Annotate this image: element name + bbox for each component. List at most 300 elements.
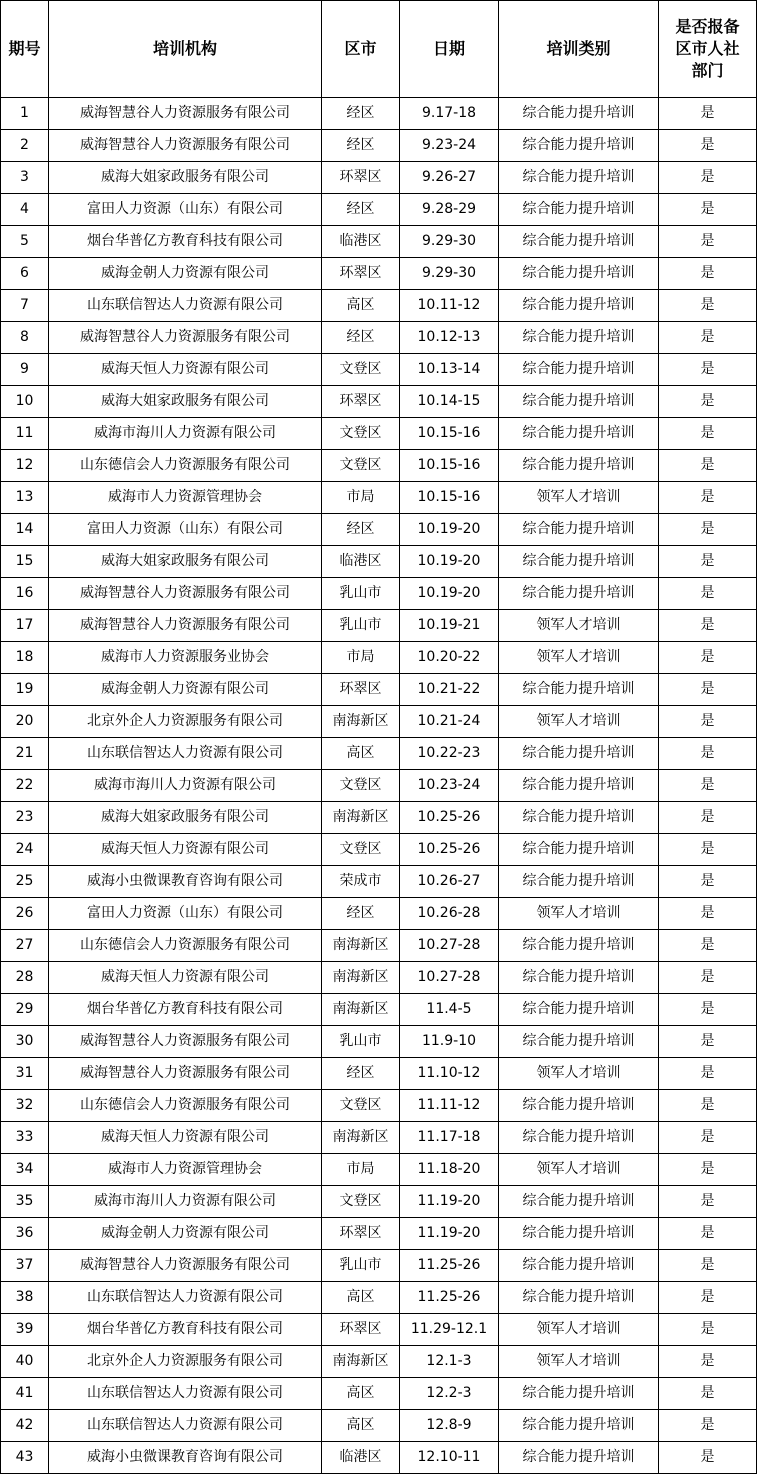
cell-district: 南海新区 (322, 930, 400, 962)
cell-reported: 是 (659, 1378, 757, 1410)
cell-date: 11.29-12.1 (400, 1314, 499, 1346)
cell-date: 11.25-26 (400, 1250, 499, 1282)
header-training-institution: 培训机构 (49, 1, 322, 98)
cell-period-number: 12 (1, 450, 49, 482)
cell-date: 10.11-12 (400, 290, 499, 322)
cell-reported: 是 (659, 1026, 757, 1058)
cell-category: 综合能力提升培训 (499, 162, 659, 194)
cell-period-number: 23 (1, 802, 49, 834)
cell-reported: 是 (659, 994, 757, 1026)
table-row (1, 962, 757, 994)
cell-reported: 是 (659, 386, 757, 418)
table-row (1, 258, 757, 290)
cell-reported: 是 (659, 610, 757, 642)
cell-category: 综合能力提升培训 (499, 1218, 659, 1250)
cell-reported: 是 (659, 674, 757, 706)
cell-district: 市局 (322, 1154, 400, 1186)
cell-institution: 威海智慧谷人力资源服务有限公司 (49, 1026, 322, 1058)
cell-category: 领军人才培训 (499, 482, 659, 514)
table-row (1, 578, 757, 610)
cell-date: 10.23-24 (400, 770, 499, 802)
header-district: 区市 (322, 1, 400, 98)
cell-period-number: 13 (1, 482, 49, 514)
cell-date: 10.27-28 (400, 962, 499, 994)
cell-date: 10.26-28 (400, 898, 499, 930)
cell-date: 10.20-22 (400, 642, 499, 674)
cell-district: 南海新区 (322, 1346, 400, 1378)
cell-category: 综合能力提升培训 (499, 194, 659, 226)
cell-period-number: 25 (1, 866, 49, 898)
cell-institution: 威海智慧谷人力资源服务有限公司 (49, 1250, 322, 1282)
cell-date: 11.4-5 (400, 994, 499, 1026)
cell-district: 经区 (322, 514, 400, 546)
cell-district: 高区 (322, 290, 400, 322)
cell-category: 综合能力提升培训 (499, 834, 659, 866)
table-row (1, 1314, 757, 1346)
cell-date: 9.29-30 (400, 258, 499, 290)
table-row (1, 898, 757, 930)
cell-institution: 威海智慧谷人力资源服务有限公司 (49, 130, 322, 162)
cell-institution: 北京外企人力资源服务有限公司 (49, 706, 322, 738)
cell-category: 综合能力提升培训 (499, 674, 659, 706)
cell-date: 12.1-3 (400, 1346, 499, 1378)
cell-institution: 威海智慧谷人力资源服务有限公司 (49, 578, 322, 610)
header-reported-line-1: 是否报备 (675, 17, 740, 36)
cell-period-number: 10 (1, 386, 49, 418)
cell-reported: 是 (659, 482, 757, 514)
cell-reported: 是 (659, 706, 757, 738)
cell-date: 10.21-22 (400, 674, 499, 706)
table-row (1, 322, 757, 354)
table-row (1, 1058, 757, 1090)
cell-date: 9.17-18 (400, 98, 499, 130)
cell-period-number: 9 (1, 354, 49, 386)
cell-reported: 是 (659, 1282, 757, 1314)
cell-district: 环翠区 (322, 1314, 400, 1346)
cell-period-number: 43 (1, 1442, 49, 1474)
cell-period-number: 8 (1, 322, 49, 354)
table-row (1, 866, 757, 898)
cell-institution: 威海小虫微课教育咨询有限公司 (49, 866, 322, 898)
cell-institution: 威海天恒人力资源有限公司 (49, 354, 322, 386)
cell-category: 综合能力提升培训 (499, 994, 659, 1026)
cell-date: 11.17-18 (400, 1122, 499, 1154)
table-row (1, 290, 757, 322)
cell-period-number: 11 (1, 418, 49, 450)
cell-institution: 富田人力资源（山东）有限公司 (49, 514, 322, 546)
cell-institution: 烟台华普亿方教育科技有限公司 (49, 994, 322, 1026)
header-period-number: 期号 (1, 1, 49, 98)
cell-category: 综合能力提升培训 (499, 130, 659, 162)
cell-reported: 是 (659, 1090, 757, 1122)
cell-date: 10.19-20 (400, 578, 499, 610)
cell-period-number: 14 (1, 514, 49, 546)
cell-period-number: 7 (1, 290, 49, 322)
cell-category: 领军人才培训 (499, 1154, 659, 1186)
cell-date: 9.29-30 (400, 226, 499, 258)
cell-institution: 威海大姐家政服务有限公司 (49, 546, 322, 578)
cell-institution: 威海智慧谷人力资源服务有限公司 (49, 1058, 322, 1090)
cell-date: 10.12-13 (400, 322, 499, 354)
cell-date: 10.26-27 (400, 866, 499, 898)
cell-category: 综合能力提升培训 (499, 930, 659, 962)
cell-date: 10.14-15 (400, 386, 499, 418)
cell-category: 领军人才培训 (499, 898, 659, 930)
header-reported-line-2: 区市人社 (675, 39, 740, 58)
cell-institution: 威海天恒人力资源有限公司 (49, 962, 322, 994)
cell-reported: 是 (659, 162, 757, 194)
cell-category: 综合能力提升培训 (499, 1186, 659, 1218)
cell-date: 11.10-12 (400, 1058, 499, 1090)
cell-district: 市局 (322, 642, 400, 674)
cell-category: 综合能力提升培训 (499, 418, 659, 450)
cell-period-number: 28 (1, 962, 49, 994)
cell-reported: 是 (659, 866, 757, 898)
table-header-row (1, 1, 757, 98)
cell-category: 综合能力提升培训 (499, 546, 659, 578)
cell-institution: 威海市人力资源管理协会 (49, 1154, 322, 1186)
cell-category: 综合能力提升培训 (499, 98, 659, 130)
cell-district: 经区 (322, 322, 400, 354)
cell-date: 9.26-27 (400, 162, 499, 194)
cell-period-number: 30 (1, 1026, 49, 1058)
cell-period-number: 3 (1, 162, 49, 194)
cell-period-number: 41 (1, 1378, 49, 1410)
cell-reported: 是 (659, 1410, 757, 1442)
cell-category: 领军人才培训 (499, 610, 659, 642)
cell-period-number: 15 (1, 546, 49, 578)
cell-district: 临港区 (322, 1442, 400, 1474)
table-row (1, 642, 757, 674)
cell-district: 临港区 (322, 226, 400, 258)
cell-reported: 是 (659, 642, 757, 674)
cell-category: 综合能力提升培训 (499, 386, 659, 418)
cell-reported: 是 (659, 194, 757, 226)
cell-reported: 是 (659, 1154, 757, 1186)
cell-district: 文登区 (322, 354, 400, 386)
cell-date: 10.19-20 (400, 514, 499, 546)
cell-period-number: 42 (1, 1410, 49, 1442)
table-row (1, 1218, 757, 1250)
cell-date: 10.19-21 (400, 610, 499, 642)
cell-date: 11.25-26 (400, 1282, 499, 1314)
cell-date: 10.27-28 (400, 930, 499, 962)
cell-reported: 是 (659, 578, 757, 610)
cell-reported: 是 (659, 546, 757, 578)
table-row (1, 802, 757, 834)
table-row (1, 418, 757, 450)
cell-period-number: 33 (1, 1122, 49, 1154)
cell-reported: 是 (659, 1218, 757, 1250)
cell-reported: 是 (659, 450, 757, 482)
cell-date: 10.19-20 (400, 546, 499, 578)
cell-district: 高区 (322, 1410, 400, 1442)
cell-period-number: 31 (1, 1058, 49, 1090)
table-row (1, 706, 757, 738)
cell-date: 10.15-16 (400, 450, 499, 482)
cell-category: 综合能力提升培训 (499, 1250, 659, 1282)
cell-institution: 北京外企人力资源服务有限公司 (49, 1346, 322, 1378)
cell-category: 综合能力提升培训 (499, 802, 659, 834)
cell-institution: 山东联信智达人力资源有限公司 (49, 1282, 322, 1314)
header-training-category: 培训类别 (499, 1, 659, 98)
table-row (1, 226, 757, 258)
cell-reported: 是 (659, 1122, 757, 1154)
cell-institution: 烟台华普亿方教育科技有限公司 (49, 1314, 322, 1346)
cell-institution: 威海天恒人力资源有限公司 (49, 834, 322, 866)
cell-district: 乳山市 (322, 1026, 400, 1058)
cell-reported: 是 (659, 962, 757, 994)
cell-district: 经区 (322, 898, 400, 930)
cell-district: 乳山市 (322, 578, 400, 610)
cell-period-number: 37 (1, 1250, 49, 1282)
cell-period-number: 22 (1, 770, 49, 802)
table-row (1, 770, 757, 802)
cell-period-number: 6 (1, 258, 49, 290)
cell-reported: 是 (659, 1250, 757, 1282)
cell-district: 环翠区 (322, 162, 400, 194)
cell-district: 环翠区 (322, 674, 400, 706)
table-row (1, 1378, 757, 1410)
cell-period-number: 17 (1, 610, 49, 642)
cell-date: 12.10-11 (400, 1442, 499, 1474)
cell-period-number: 36 (1, 1218, 49, 1250)
cell-institution: 威海市人力资源管理协会 (49, 482, 322, 514)
header-reported-line-3: 部门 (691, 61, 724, 80)
cell-period-number: 2 (1, 130, 49, 162)
cell-period-number: 16 (1, 578, 49, 610)
cell-category: 综合能力提升培训 (499, 1410, 659, 1442)
cell-institution: 威海大姐家政服务有限公司 (49, 802, 322, 834)
cell-period-number: 20 (1, 706, 49, 738)
cell-category: 领军人才培训 (499, 1314, 659, 1346)
cell-institution: 山东德信会人力资源服务有限公司 (49, 1090, 322, 1122)
cell-institution: 山东联信智达人力资源有限公司 (49, 1378, 322, 1410)
cell-institution: 威海天恒人力资源有限公司 (49, 1122, 322, 1154)
cell-district: 高区 (322, 1282, 400, 1314)
table-row (1, 1442, 757, 1474)
cell-period-number: 39 (1, 1314, 49, 1346)
cell-date: 10.22-23 (400, 738, 499, 770)
cell-period-number: 26 (1, 898, 49, 930)
cell-district: 南海新区 (322, 802, 400, 834)
cell-period-number: 38 (1, 1282, 49, 1314)
cell-reported: 是 (659, 1442, 757, 1474)
cell-institution: 威海智慧谷人力资源服务有限公司 (49, 98, 322, 130)
cell-date: 10.13-14 (400, 354, 499, 386)
cell-category: 综合能力提升培训 (499, 514, 659, 546)
cell-reported: 是 (659, 930, 757, 962)
cell-date: 12.8-9 (400, 1410, 499, 1442)
cell-reported: 是 (659, 738, 757, 770)
cell-reported: 是 (659, 322, 757, 354)
table-row (1, 514, 757, 546)
cell-institution: 威海金朝人力资源有限公司 (49, 258, 322, 290)
table-row (1, 930, 757, 962)
cell-period-number: 19 (1, 674, 49, 706)
cell-reported: 是 (659, 418, 757, 450)
cell-institution: 威海智慧谷人力资源服务有限公司 (49, 322, 322, 354)
header-date: 日期 (400, 1, 499, 98)
cell-category: 综合能力提升培训 (499, 1282, 659, 1314)
cell-reported: 是 (659, 258, 757, 290)
table-row (1, 354, 757, 386)
cell-period-number: 1 (1, 98, 49, 130)
cell-district: 南海新区 (322, 1122, 400, 1154)
table-row (1, 610, 757, 642)
cell-district: 高区 (322, 1378, 400, 1410)
cell-reported: 是 (659, 1186, 757, 1218)
cell-date: 11.9-10 (400, 1026, 499, 1058)
cell-period-number: 40 (1, 1346, 49, 1378)
cell-district: 文登区 (322, 1186, 400, 1218)
cell-district: 环翠区 (322, 258, 400, 290)
cell-period-number: 35 (1, 1186, 49, 1218)
table-row (1, 386, 757, 418)
cell-district: 南海新区 (322, 994, 400, 1026)
cell-period-number: 32 (1, 1090, 49, 1122)
table-row (1, 450, 757, 482)
cell-category: 综合能力提升培训 (499, 962, 659, 994)
cell-reported: 是 (659, 354, 757, 386)
cell-period-number: 29 (1, 994, 49, 1026)
cell-reported: 是 (659, 770, 757, 802)
cell-institution: 山东德信会人力资源服务有限公司 (49, 450, 322, 482)
cell-category: 综合能力提升培训 (499, 770, 659, 802)
cell-date: 12.2-3 (400, 1378, 499, 1410)
table-body (1, 98, 757, 1474)
table-row (1, 1250, 757, 1282)
cell-institution: 威海金朝人力资源有限公司 (49, 674, 322, 706)
cell-district: 荣成市 (322, 866, 400, 898)
table-row (1, 738, 757, 770)
cell-category: 综合能力提升培训 (499, 450, 659, 482)
cell-district: 南海新区 (322, 962, 400, 994)
cell-institution: 山东联信智达人力资源有限公司 (49, 1410, 322, 1442)
table-row (1, 674, 757, 706)
cell-category: 领军人才培训 (499, 1058, 659, 1090)
cell-reported: 是 (659, 802, 757, 834)
cell-district: 市局 (322, 482, 400, 514)
cell-period-number: 18 (1, 642, 49, 674)
cell-period-number: 4 (1, 194, 49, 226)
cell-institution: 山东联信智达人力资源有限公司 (49, 738, 322, 770)
cell-reported: 是 (659, 226, 757, 258)
cell-district: 经区 (322, 98, 400, 130)
cell-institution: 威海大姐家政服务有限公司 (49, 386, 322, 418)
cell-category: 综合能力提升培训 (499, 1090, 659, 1122)
table-row (1, 1186, 757, 1218)
cell-district: 文登区 (322, 834, 400, 866)
cell-district: 环翠区 (322, 1218, 400, 1250)
cell-district: 文登区 (322, 418, 400, 450)
table-row (1, 194, 757, 226)
cell-reported: 是 (659, 898, 757, 930)
cell-institution: 威海金朝人力资源有限公司 (49, 1218, 322, 1250)
cell-district: 高区 (322, 738, 400, 770)
cell-institution: 威海市海川人力资源有限公司 (49, 418, 322, 450)
cell-category: 综合能力提升培训 (499, 578, 659, 610)
cell-category: 综合能力提升培训 (499, 226, 659, 258)
cell-date: 10.25-26 (400, 802, 499, 834)
cell-district: 乳山市 (322, 1250, 400, 1282)
cell-institution: 威海智慧谷人力资源服务有限公司 (49, 610, 322, 642)
cell-date: 9.28-29 (400, 194, 499, 226)
cell-institution: 富田人力资源（山东）有限公司 (49, 194, 322, 226)
cell-category: 综合能力提升培训 (499, 1122, 659, 1154)
cell-date: 10.15-16 (400, 418, 499, 450)
cell-institution: 烟台华普亿方教育科技有限公司 (49, 226, 322, 258)
cell-category: 领军人才培训 (499, 642, 659, 674)
cell-date: 11.11-12 (400, 1090, 499, 1122)
cell-institution: 山东德信会人力资源服务有限公司 (49, 930, 322, 962)
cell-date: 10.21-24 (400, 706, 499, 738)
cell-institution: 威海市海川人力资源有限公司 (49, 770, 322, 802)
cell-category: 综合能力提升培训 (499, 1442, 659, 1474)
cell-category: 综合能力提升培训 (499, 738, 659, 770)
cell-date: 11.18-20 (400, 1154, 499, 1186)
cell-category: 综合能力提升培训 (499, 322, 659, 354)
table-row (1, 1154, 757, 1186)
cell-period-number: 21 (1, 738, 49, 770)
cell-district: 乳山市 (322, 610, 400, 642)
cell-period-number: 5 (1, 226, 49, 258)
table-row (1, 994, 757, 1026)
cell-district: 环翠区 (322, 386, 400, 418)
cell-reported: 是 (659, 1058, 757, 1090)
cell-institution: 威海市人力资源服务业协会 (49, 642, 322, 674)
cell-reported: 是 (659, 98, 757, 130)
cell-period-number: 34 (1, 1154, 49, 1186)
cell-district: 文登区 (322, 1090, 400, 1122)
table-row (1, 834, 757, 866)
cell-category: 综合能力提升培训 (499, 1026, 659, 1058)
cell-district: 经区 (322, 1058, 400, 1090)
cell-district: 临港区 (322, 546, 400, 578)
cell-reported: 是 (659, 1314, 757, 1346)
cell-date: 11.19-20 (400, 1218, 499, 1250)
cell-category: 综合能力提升培训 (499, 290, 659, 322)
cell-district: 文登区 (322, 770, 400, 802)
cell-date: 10.25-26 (400, 834, 499, 866)
cell-date: 10.15-16 (400, 482, 499, 514)
header-reported-to-bureau (659, 1, 757, 98)
table-row (1, 98, 757, 130)
cell-institution: 威海市海川人力资源有限公司 (49, 1186, 322, 1218)
table-row (1, 1410, 757, 1442)
cell-category: 综合能力提升培训 (499, 354, 659, 386)
table-row (1, 1090, 757, 1122)
cell-reported: 是 (659, 290, 757, 322)
table-row (1, 1026, 757, 1058)
cell-date: 9.23-24 (400, 130, 499, 162)
table-row (1, 482, 757, 514)
cell-reported: 是 (659, 514, 757, 546)
cell-reported: 是 (659, 1346, 757, 1378)
table-row (1, 1346, 757, 1378)
cell-institution: 威海大姐家政服务有限公司 (49, 162, 322, 194)
cell-district: 文登区 (322, 450, 400, 482)
table-row (1, 546, 757, 578)
cell-period-number: 27 (1, 930, 49, 962)
cell-district: 经区 (322, 130, 400, 162)
cell-institution: 威海小虫微课教育咨询有限公司 (49, 1442, 322, 1474)
cell-category: 领军人才培训 (499, 706, 659, 738)
cell-reported: 是 (659, 834, 757, 866)
cell-institution: 山东联信智达人力资源有限公司 (49, 290, 322, 322)
table-row (1, 1282, 757, 1314)
cell-institution: 富田人力资源（山东）有限公司 (49, 898, 322, 930)
